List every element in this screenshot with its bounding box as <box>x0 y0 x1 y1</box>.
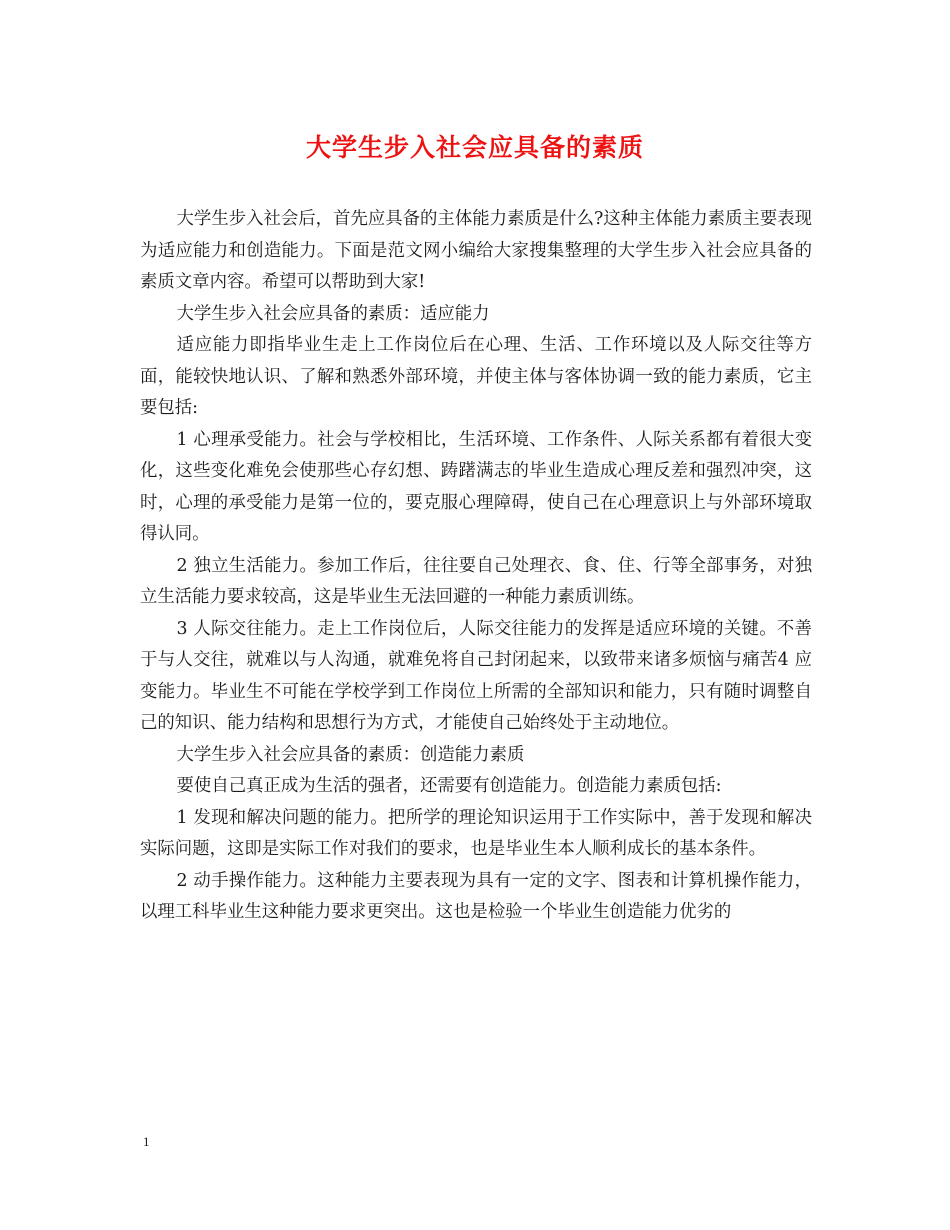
paragraph-problem-solving: 1 发现和解决问题的能力。把所学的理论知识运用于工作实际中，善于发现和解决实际问题，这即是实际工作对我们的要求，也是毕业生本人顺利成长的基本条件。 <box>140 807 812 859</box>
document-body <box>140 204 812 929</box>
paragraph-adaptability-definition: 适应能力即指毕业生走上工作岗位后在心理、生活、工作环境以及人际交往等方面，能较快地认识、了解和熟悉外部环境，并使主体与客体协调一致的能力素质，它主要包括: <box>140 335 812 418</box>
paragraph-interpersonal-skills: 3 人际交往能力。走上工作岗位后，人际交往能力的发挥是适应环境的关键。不善于与人交往，就难以与人沟通，就难免将自己封闭起来，以致带来诸多烦恼与痛苦4 应变能力。毕业生不可能在学校学到工作岗位上所需的全部知识和能力，只有随时调整自己的知识、能力结构和思想行为方式，才能使自己始终处于主动地位。 <box>140 618 812 733</box>
paragraph-hands-on: 2 动手操作能力。这种能力主要表现为具有一定的文字、图表和计算机操作能力，以理工科毕业生这种能力要求更突出。这也是检验一个毕业生创造能力优劣的 <box>140 870 812 922</box>
paragraph-intro: 大学生步入社会后，首先应具备的主体能力素质是什么?这种主体能力素质主要表现为适应能力和创造能力。下面是范文网小编给大家搜集整理的大学生步入社会应具备的素质文章内容。希望可以帮助到大家! <box>140 209 812 292</box>
paragraph-creativity-intro: 要使自己真正成为生活的强者，还需要有创造能力。创造能力素质包括: <box>176 776 722 796</box>
page-number: 1 <box>143 1134 150 1149</box>
document-title: 大学生步入社会应具备的素质 <box>305 133 644 162</box>
section-heading-creativity: 大学生步入社会应具备的素质：创造能力素质 <box>176 744 525 765</box>
section-heading-adaptability: 大学生步入社会应具备的素质：适应能力 <box>176 303 490 324</box>
paragraph-independent-living: 2 独立生活能力。参加工作后，往往要自己处理衣、食、住、行等全部事务，对独立生活能力要求较高，这是毕业生无法回避的一种能力素质训练。 <box>140 555 812 607</box>
paragraph-psychological-capacity: 1 心理承受能力。社会与学校相比，生活环境、工作条件、人际关系都有着很大变化，这些变化难免会使那些心存幻想、踌躇满志的毕业生造成心理反差和强烈冲突，这时，心理的承受能力是第一位的，要克服心理障碍，使自己在心理意识上与外部环境取得认同。 <box>140 429 812 544</box>
